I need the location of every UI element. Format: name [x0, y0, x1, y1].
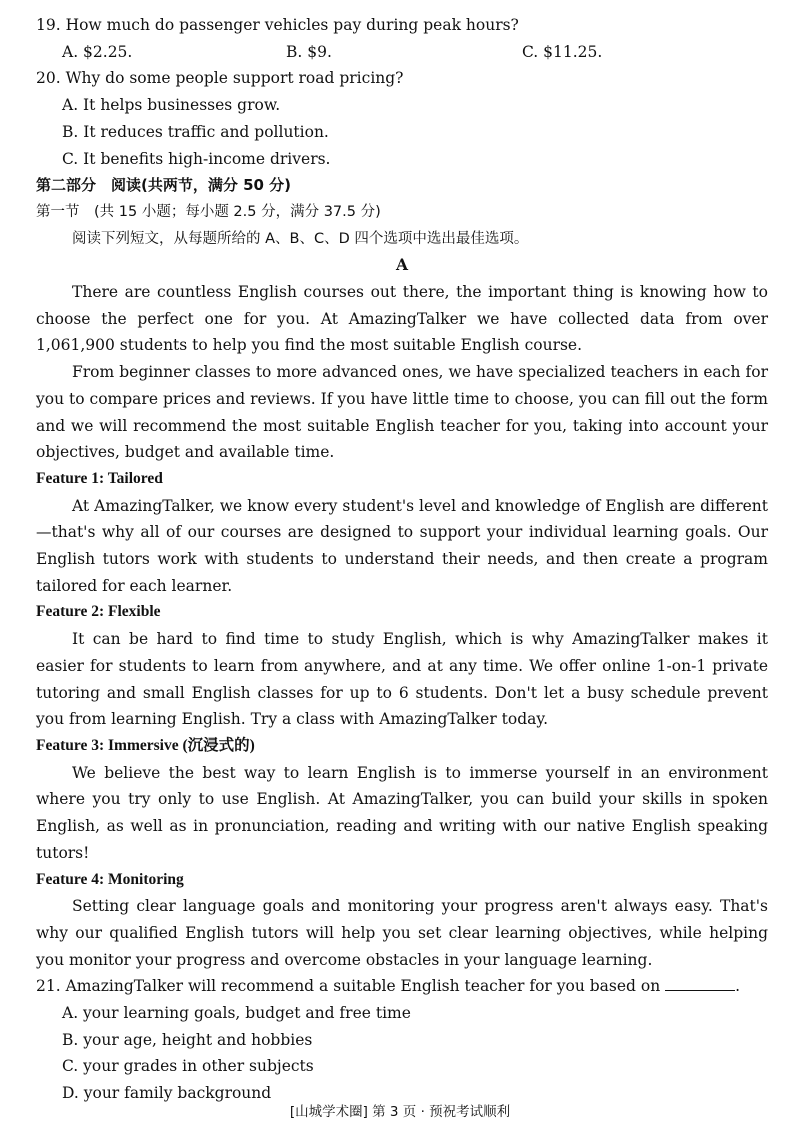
passage-paragraph-2: From beginner classes to more advanced ones, we have specialized teachers in each for you to compare prices and reviews. If you have little time to choose, you can fill out the form and we will recommend the most suitable English teacher for you, taking into account your objectives, budget and available time.: [36, 363, 768, 462]
page-footer: [山城学术圈] 第 3 页 · 预祝考试顺利: [289, 1104, 511, 1120]
feature-2-text: It can be hard to find time to study English, which is why AmazingTalker makes it easier for students to learn from anywhere, and at any time. We offer online 1-on-1 private tutoring and small English classes for up to 6 students. Don't let a busy schedule prevent you from learning English. Try a class with AmazingTalker today.: [36, 630, 768, 729]
question-21-option-b: B. your age, height and hobbies: [62, 1030, 313, 1049]
question-19-option-a: A. $2.25.: [62, 42, 133, 61]
feature-4-text: Setting clear language goals and monitoring your progress aren't always easy. That's why our qualified English tutors will help you set clear learning objectives, while helping you monitor your progress and overcome obstacles in your language learning.: [36, 897, 768, 969]
passage-paragraph-1: There are countless English courses out there, the important thing is knowing how to choose the perfect one for you. At AmazingTalker we have collected data from over 1,061,900 students to help you find the most suitable English course.: [36, 283, 768, 355]
question-19-stem: 19. How much do passenger vehicles pay during peak hours?: [36, 16, 519, 34]
question-21-stem-end: .: [735, 977, 741, 996]
question-21-option-a: A. your learning goals, budget and free time: [62, 1004, 411, 1023]
part-2-heading: 第二部分 阅读(共两节，满分 50 分): [36, 176, 292, 195]
answer-blank: [665, 976, 735, 991]
question-19-option-b: B. $9.: [286, 42, 332, 61]
question-21-option-d: D. your family background: [62, 1084, 272, 1103]
feature-2-title: Feature 2: Flexible: [36, 603, 161, 621]
feature-3-text: We believe the best way to learn English is to immerse yourself in an environment where you try only to use English. At AmazingTalker, you can build your skills in spoken English, as well as in pronunciation, reading and writing with our native English speaking tutors!: [36, 763, 768, 862]
instructions: 阅读下列短文，从每题所给的 A、B、C、D 四个选项中选出最佳选项。: [72, 230, 529, 247]
question-19-options: [36, 39, 768, 66]
question-20-option-b: B. It reduces traffic and pollution.: [62, 122, 329, 141]
question-20-stem: 20. Why do some people support road pricing?: [36, 69, 404, 88]
question-21-stem-line: [36, 973, 768, 1000]
exam-page: [36, 12, 768, 1107]
question-20-option-a: A. It helps businesses grow.: [62, 96, 281, 115]
question-21-stem: 21. AmazingTalker will recommend a suitable English teacher for you based on: [36, 977, 661, 996]
feature-1-text: At AmazingTalker, we know every student's level and knowledge of English are different—that's why all of our courses are designed to support your individual learning goals. Our English tutors work with students to understand their needs, and then create a program tailored for each learner.: [36, 496, 768, 595]
section-1-heading: 第一节 (共 15 小题；每小题 2.5 分，满分 37.5 分): [36, 203, 381, 220]
feature-1-title: Feature 1: Tailored: [36, 469, 163, 487]
passage-label: A: [395, 255, 409, 275]
question-21-option-c: C. your grades in other subjects: [62, 1057, 314, 1076]
question-20-option-c: C. It benefits high-income drivers.: [62, 149, 331, 168]
feature-3-title: Feature 3: Immersive (沉浸式的): [36, 736, 255, 754]
question-19-option-c: C. $11.25.: [522, 42, 603, 61]
feature-4-title: Feature 4: Monitoring: [36, 870, 184, 888]
